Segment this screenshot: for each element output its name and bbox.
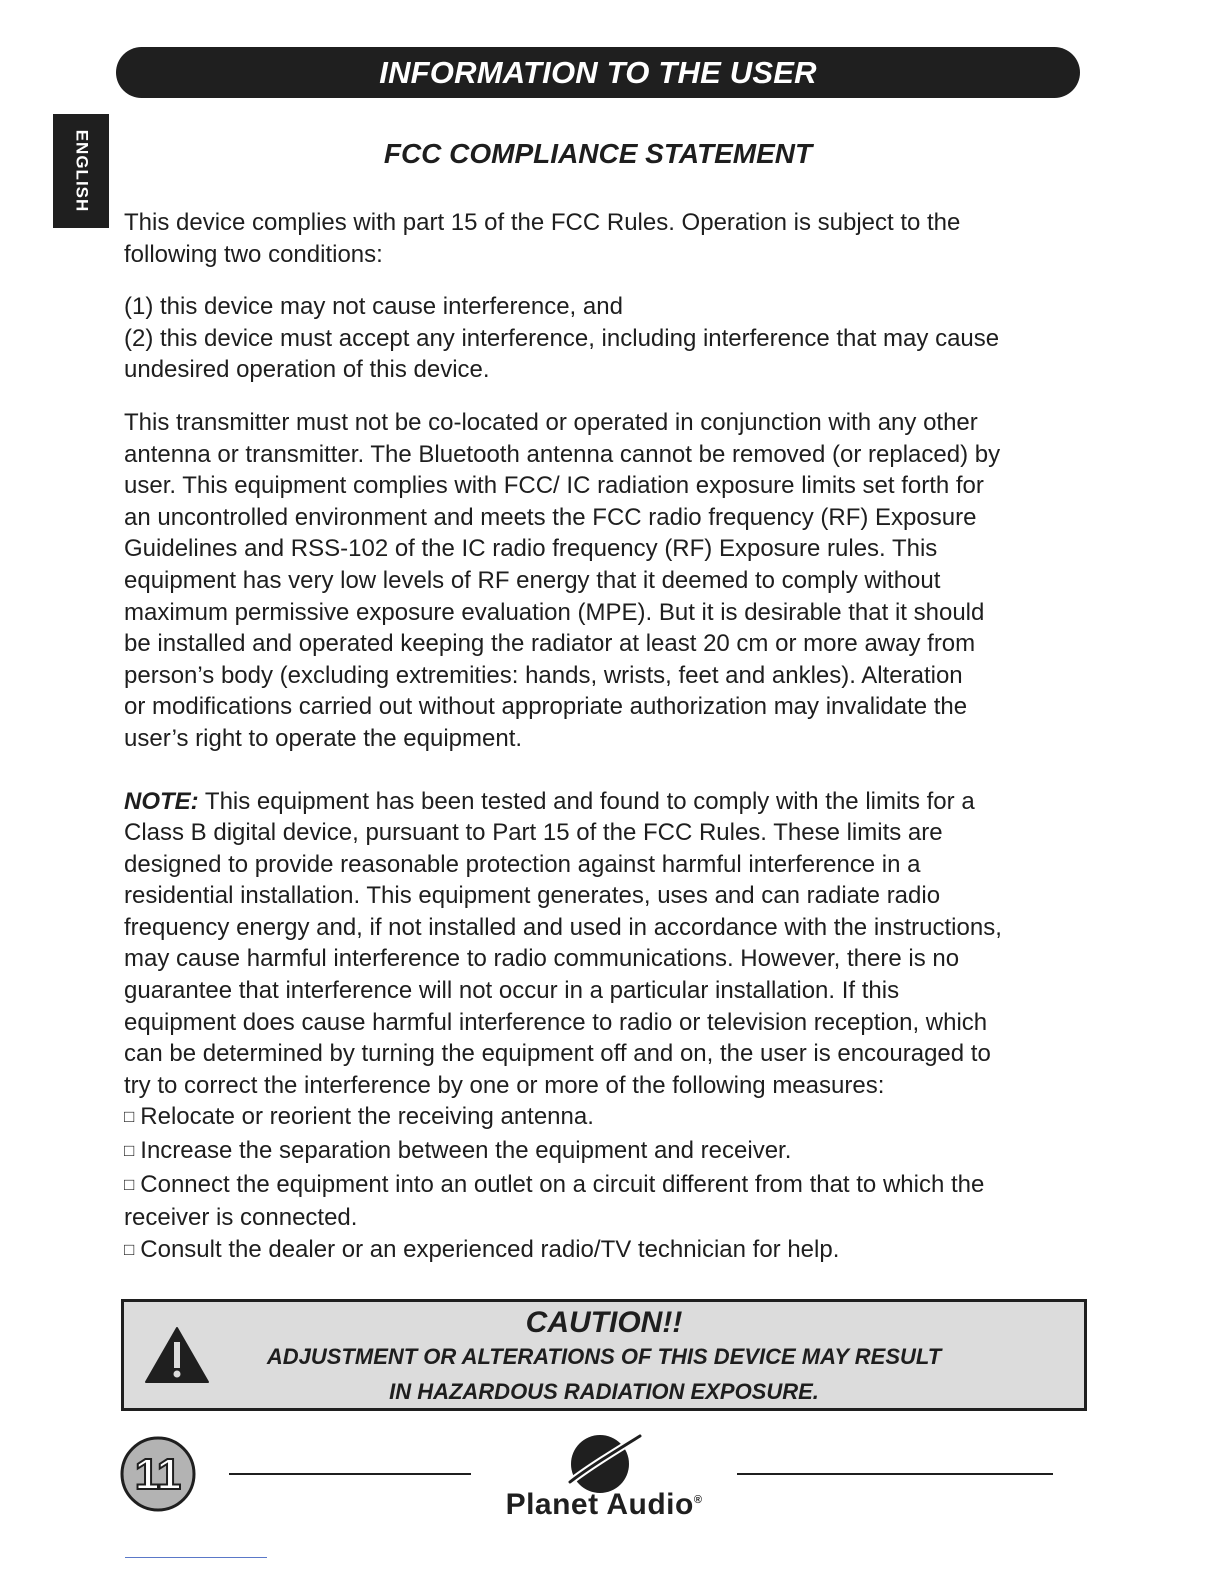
condition-line: (1) this device may not cause interference, and: [124, 293, 623, 321]
language-tab-label: ENGLISH: [72, 129, 91, 213]
body-text: [124, 207, 1094, 1267]
note-line: guarantee that interference will not occur in a particular installation. If this: [124, 977, 900, 1005]
note-text: This equipment has been tested and found to comply with the limits for a: [198, 787, 975, 815]
note-label: NOTE:: [124, 787, 199, 815]
intro-line: following two conditions:: [124, 240, 383, 268]
checkbox-bullet-icon: □: [124, 1141, 135, 1161]
checkbox-bullet-icon: □: [124, 1174, 135, 1194]
note-line: Class B digital device, pursuant to Part 15 of the FCC Rules. These limits are: [124, 819, 943, 847]
page-header-bar: [116, 47, 1080, 98]
caution-title: CAUTION!!: [525, 1306, 683, 1339]
measure-text: Increase the separation between the equipment and receiver.: [140, 1137, 792, 1165]
transmitter-line: user. This equipment complies with FCC/ IC radiation exposure limits set forth for: [124, 472, 984, 500]
note-line: try to correct the interference by one or more of the following measures:: [124, 1071, 885, 1099]
measure-item: [124, 1234, 1094, 1268]
caution-line: IN HAZARDOUS RADIATION EXPOSURE.: [389, 1379, 819, 1404]
section-title: FCC COMPLIANCE STATEMENT: [383, 138, 813, 169]
scan-artifact-line: [125, 1557, 267, 1558]
note-line: residential installation. This equipment generates, uses and can radiate radio: [124, 882, 941, 910]
transmitter-line: equipment has very low levels of RF energy that it deemed to comply without: [124, 566, 941, 594]
note-line: designed to provide reasonable protection against harmful interference in a: [124, 850, 921, 878]
measure-item: [124, 1135, 1094, 1169]
caution-box: [121, 1299, 1087, 1411]
measure-text: Connect the equipment into an outlet on a circuit different from that to which the: [140, 1170, 985, 1198]
note-line: [124, 786, 1094, 818]
measure-text: Consult the dealer or an experienced radio/TV technician for help.: [140, 1235, 840, 1263]
condition-line: undesired operation of this device.: [124, 356, 490, 384]
checkbox-bullet-icon: □: [124, 1239, 135, 1259]
brand-name: Planet Audio: [505, 1488, 694, 1521]
brand-logo: [490, 1488, 718, 1522]
measure-item: [124, 1169, 1094, 1203]
measure-continuation: receiver is connected.: [124, 1204, 358, 1232]
transmitter-line: an uncontrolled environment and meets the FCC radio frequency (RF) Exposure: [124, 503, 977, 531]
page-header-title: INFORMATION TO THE USER: [379, 54, 817, 90]
page-number-badge: [120, 1436, 196, 1512]
note-line: may cause harmful interference to radio communications. However, there is no: [124, 945, 960, 973]
note-line: equipment does cause harmful interference to radio or television reception, which: [124, 1008, 988, 1036]
transmitter-line: be installed and operated keeping the radiator at least 20 cm or more away from: [124, 630, 976, 658]
measure-text: Relocate or reorient the receiving antenna.: [140, 1103, 594, 1131]
transmitter-line: person’s body (excluding extremities: hands, wrists, feet and ankles). Alteration: [124, 661, 963, 689]
measure-item: [124, 1101, 1094, 1135]
transmitter-line: maximum permissive exposure evaluation (MPE). But it is desirable that it should: [124, 598, 985, 626]
checkbox-bullet-icon: □: [124, 1107, 135, 1127]
footer-divider-right: [737, 1473, 1053, 1475]
trademark-symbol: ®: [693, 1494, 703, 1506]
page-number: 11: [134, 1450, 182, 1499]
footer-divider-left: [229, 1473, 471, 1475]
transmitter-line: Guidelines and RSS-102 of the IC radio frequency (RF) Exposure rules. This: [124, 535, 938, 563]
note-line: can be determined by turning the equipment off and on, the user is encouraged to: [124, 1040, 991, 1068]
intro-line: This device complies with part 15 of the FCC Rules. Operation is subject to the: [124, 209, 961, 236]
caution-line: ADJUSTMENT OR ALTERATIONS OF THIS DEVICE MAY RESULT: [266, 1344, 942, 1369]
note-line: frequency energy and, if not installed and used in accordance with the instructions,: [124, 913, 1002, 941]
condition-line: (2) this device must accept any interference, including interference that may cause: [124, 324, 1000, 352]
transmitter-line: user’s right to operate the equipment.: [124, 724, 523, 752]
transmitter-line: antenna or transmitter. The Bluetooth antenna cannot be removed (or replaced) by: [124, 440, 1001, 468]
transmitter-line: or modifications carried out without appropriate authorization may invalidate the: [124, 693, 968, 721]
language-tab: [53, 114, 109, 228]
transmitter-line: This transmitter must not be co-located or operated in conjunction with any other: [124, 408, 978, 436]
